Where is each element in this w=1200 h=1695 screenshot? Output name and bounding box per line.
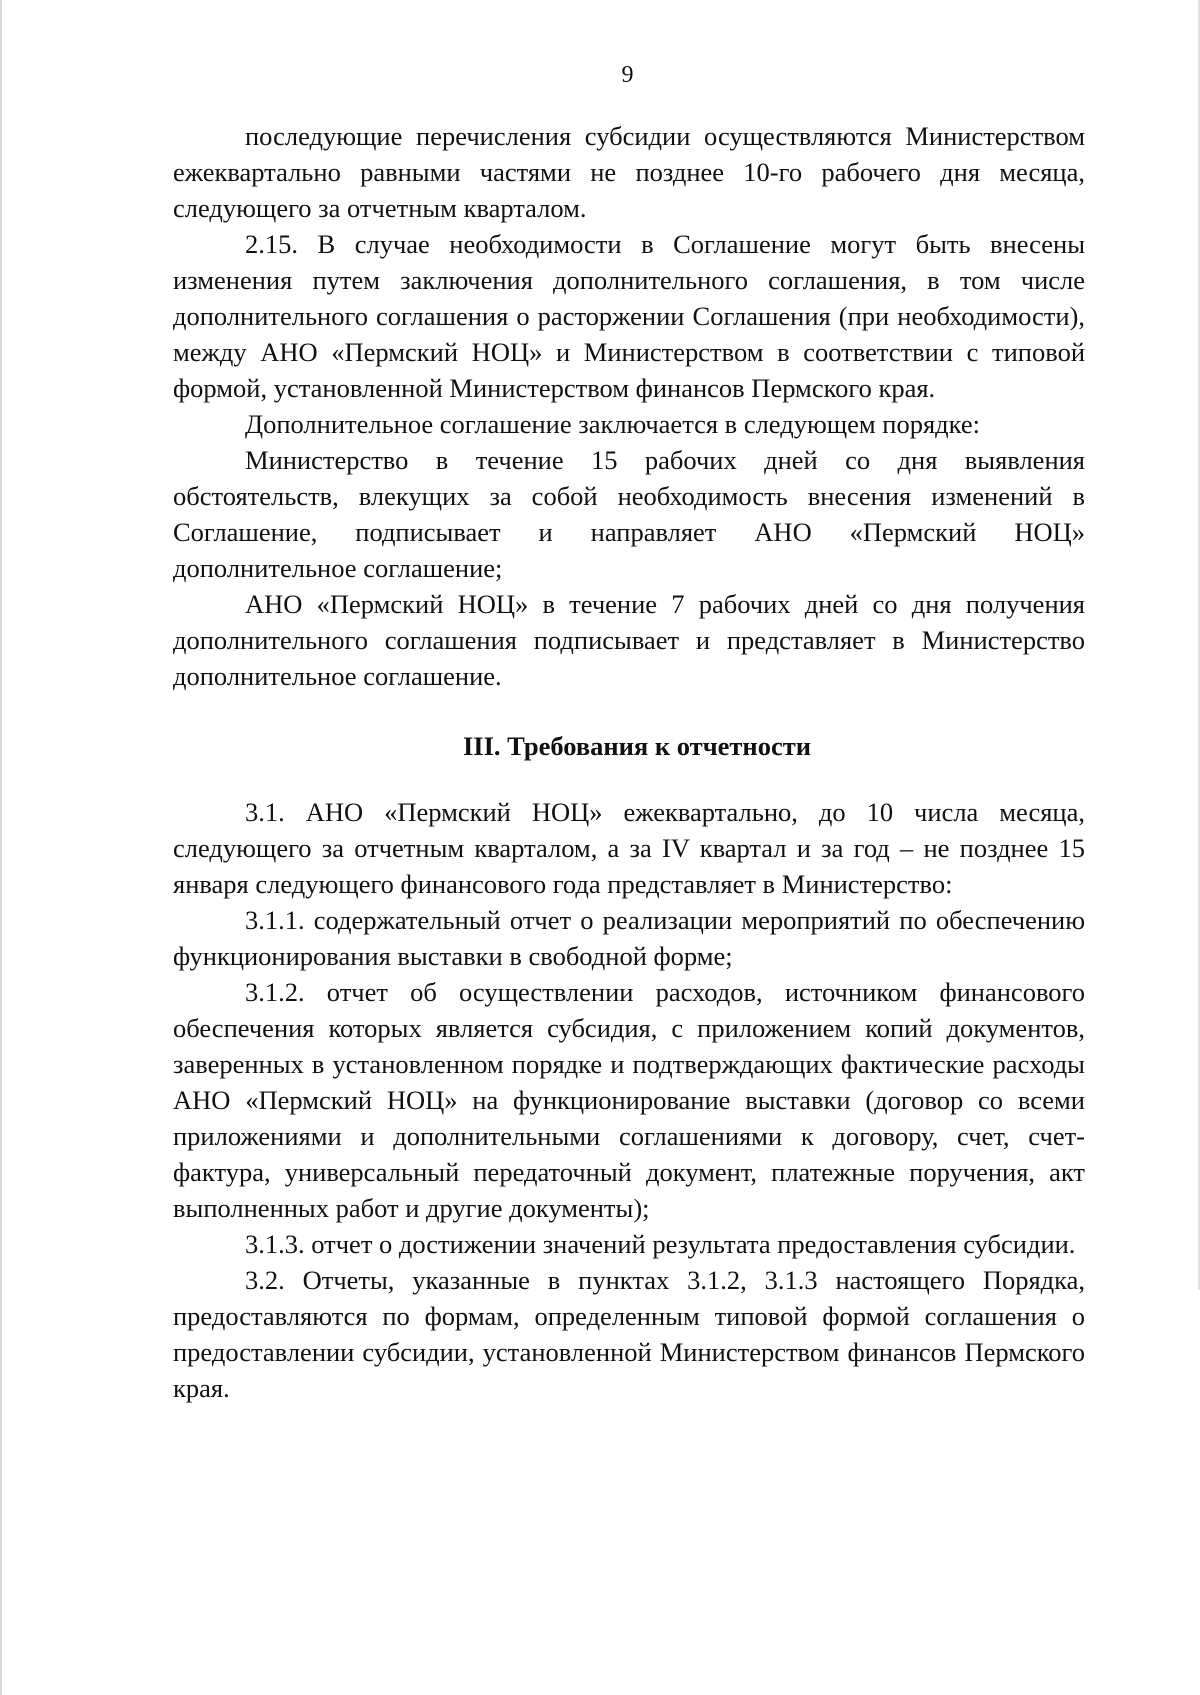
paragraph-3-1: 3.1. АНО «Пермский НОЦ» ежеквартально, до 10 числа месяца, следующего за отчетным кварталом, а за IV квартал и за год – не позднее 15 января следующего финансового года представляет в Министерство: — [173, 797, 1085, 899]
paragraph-3-2: 3.2. Отчеты, указанные в пунктах 3.1.2, 3.1.3 настоящего Порядка, предоставляются по формам, определенным типовой формой соглашения о предоставлении субсидии, установленной Министерством финансов Пермского края. — [173, 1265, 1085, 1403]
section-heading: III. Требования к отчетности — [462, 731, 811, 761]
scan-left-edge — [0, 0, 2, 1695]
paragraph-3-1-2: 3.1.2. отчет об осуществлении расходов, источником финансового обеспечения которых является субсидия, с приложением копий документов, заверенных в установленном порядке и подтверждающих фактические расходы АНО «Пермский НОЦ» на функционирование выставки (договор со всеми приложениями и дополнительными соглашениями к договору, счет, счет-фактура, универсальный передаточный документ, платежные поручения, акт выполненных работ и другие документы); — [173, 977, 1085, 1223]
document-body — [173, 118, 1085, 1406]
paragraph-3-1-1: 3.1.1. содержательный отчет о реализации мероприятий по обеспечению функционирования выставки в свободной форме; — [173, 905, 1085, 971]
paragraph-ano-procedure: АНО «Пермский НОЦ» в течение 7 рабочих дней со дня получения дополнительного соглашения подписывает и представляет в Министерство дополнительное соглашение. — [173, 589, 1085, 691]
page-number: 9 — [621, 62, 634, 88]
paragraph-additional-agreement-order: Дополнительное соглашение заключается в следующем порядке: — [245, 409, 980, 439]
paragraph-continuation: последующие перечисления субсидии осуществляются Министерством ежеквартально равными частями не позднее 10-го рабочего дня месяца, следующего за отчетным кварталом. — [173, 121, 1085, 223]
paragraph-3-1-3: 3.1.3. отчет о достижении значений результата предоставления субсидии. — [245, 1229, 1076, 1259]
paragraph-2-15: 2.15. В случае необходимости в Соглашение могут быть внесены изменения путем заключения дополнительного соглашения, в том числе дополнительного соглашения о расторжении Соглашения (при необходимости), между АНО «Пермский НОЦ» и Министерством в соответствии с типовой формой, установленной Министерством финансов Пермского края. — [173, 229, 1085, 403]
paragraph-ministry-procedure: Министерство в течение 15 рабочих дней со дня выявления обстоятельств, влекущих за собой необходимость внесения изменений в Соглашение, подписывает и направляет АНО «Пермский НОЦ» дополнительное соглашение; — [173, 445, 1085, 583]
